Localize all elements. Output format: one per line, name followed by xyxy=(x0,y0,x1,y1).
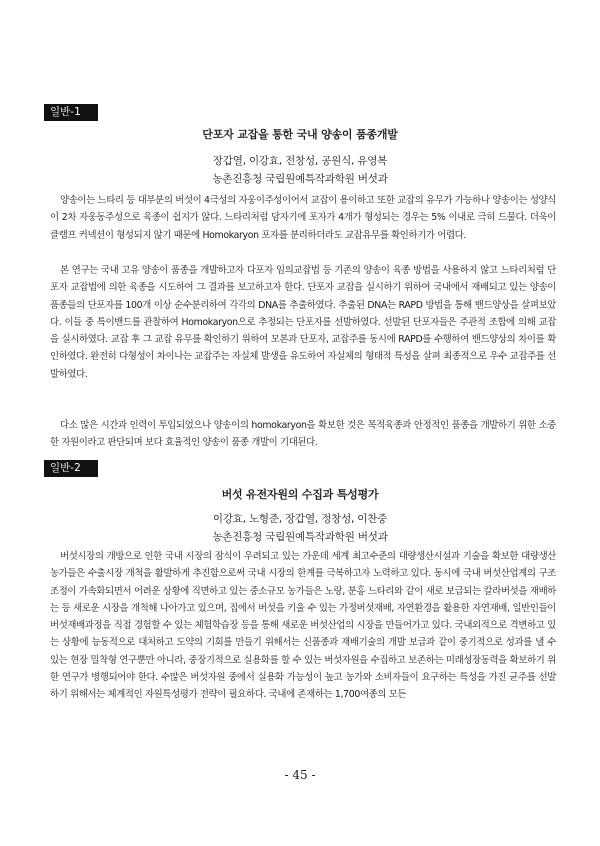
paragraph-1-1: 양송이는 느타리 등 대부분의 버섯이 4극성의 자웅이주성이어서 교잡이 용이하고 또한 교잡의 유무가 가능하나 양송이는 성양식이 2차 자웅동주성으로 육종이 쉽지가 않다. 느타리처럼 담자기에 포자가 4개가 형성되는 경우는 5% 이내로 극히 드물다. 더욱이 클램프 커넥션이 형성되지 않기 때문에 Homokaryon 포자를 분리하더라도 교잡유무를 확인하기가 어렵다. xyxy=(50,195,556,241)
affiliation-section-2: 농촌진흥청 국립원예특작과학원 버섯과 xyxy=(212,531,388,543)
title-section-2: 버섯 유전자원의 수집과 특성평가 xyxy=(221,488,379,501)
title-section-1: 단포자 교잡을 통한 국내 양송이 품종개발 xyxy=(202,128,398,141)
page-number: - 45 - xyxy=(284,768,316,782)
authors-section-1: 장갑열, 이강효, 전창성, 공원식, 유영복 xyxy=(212,155,388,167)
paragraph-1-3: 다소 많은 시간과 인력이 투입되었으나 양송이의 homokaryon을 확보한 것은 목적육종과 안정적인 품종을 개발하기 위한 소중한 자원이라고 판단되며 보다 효율적인 양송이 품종 개발이 기대된다. xyxy=(50,420,556,449)
badge-section-1: 일반-1 xyxy=(44,104,98,121)
affiliation-section-1: 농촌진흥청 국립원예특작과학원 버섯과 xyxy=(212,173,388,185)
badge-section-2: 일반-2 xyxy=(44,460,98,477)
paragraph-2-1: 버섯시장의 개방으로 인한 국내 시장의 잠식이 우려되고 있는 가운데 세계 최고수준의 대량생산시설과 기술을 확보한 대량생산농가들은 수출시장 개척을 활발하게 추진함으로써 국내 시장의 한계를 극복하고자 노력하고 있다. 동시에 국내 버섯산업계의 구조조정이 가속화되면서 어려운 상황에 직면하고 있는 중소규모 농가들은 노랑, 분홍 느타리와 같이 새로 보급되는 칼라버섯을 재배하는 등 새로운 시장을 개척해 나아가고 있으며, 집에서 버섯을 키울 수 있는 가정버섯재배, 자연환경을 활용한 자연재배, 일반인들이 버섯재배과정을 직접 경험할 수 있는 체험학습장 등을 통해 새로운 버섯산업의 시장을 만들어가고 있다. 국내외적으로 격변하고 있는 상황에 능동적으로 대처하고 도약의 기회를 만들기 위해서는 신품종과 재배기술의 개발 보급과 같이 중기적으로 성과를 낼 수 있는 현장 밀착형 연구뿐만 아니라, 중장기적으로 실용화를 할 수 있는 버섯자원을 수집하고 보존하는 미래성장동력을 확보하기 위한 연구가 병행되어야 한다. 수많은 버섯자원 중에서 실용화 가능성이 높고 농가와 소비자들이 요구하는 특성을 가진 균주를 선발하기 위해서는 체계적인 자원특성평가 전략이 필요하다. 국내에 존재하는 1,700여종의 모든 xyxy=(50,551,556,701)
authors-section-2: 이강효, 노형준, 장갑열, 정창성, 이찬중 xyxy=(212,513,388,525)
paragraph-1-2: 본 연구는 국내 고유 양송이 품종을 개발하고자 다포자 임의교잡법 등 기존의 양송이 육종 방법을 사용하지 않고 느타리처럼 단포자 교잡법에 의한 육종을 시도하여 그 결과를 보고하고자 한다. 단포자 교잡을 실시하기 위하여 국내에서 재배되고 있는 양송이 품종들의 단포자를 100개 이상 순수분리하여 각각의 DNA를 추출하였다. 추출된 DNA는 RAPD 방법을 통해 밴드양상을 살펴보았다. 이들 중 특이밴드를 관찰하여 Homokaryon으로 추정되는 단포자를 선발하였다. 선발된 단포자들은 주관적 조합에 의해 교잡을 실시하였다. 교잡 후 그 교잡 유무를 확인하기 위하여 모본과 단포자, 교잡주를 동시에 RAPD를 수행하여 밴드양상의 차이를 확인하였다. 완전히 다형성이 차이나는 교잡주는 자실체 발생을 유도하여 자실체의 형태적 특성을 살펴 최종적으로 우수 교잡주를 선발하였다. xyxy=(50,265,556,380)
